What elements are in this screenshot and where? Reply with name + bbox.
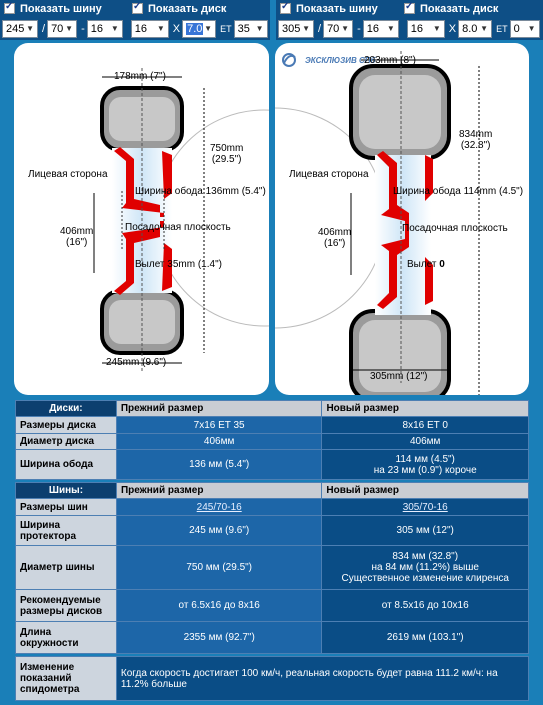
show-disc-checkbox-right[interactable] [404,3,415,14]
chevron-down-icon: ▼ [480,23,489,33]
disc-width-select-right[interactable]: 8.0 ▼ [458,20,492,38]
outer-diameter-label: 834mm (32.8") [459,129,493,151]
disc-diameter-select-left[interactable]: 16 ▼ [131,20,169,38]
table-row: Рекомендуемые размеры дисков от 6.5x16 до 8x16 от 8.5x16 до 10x16 [16,590,529,622]
mount-plane-label: Посадочная плоскость [402,223,508,234]
offset-label: Вылет 0 [407,259,445,270]
rim-diameter-label: 406mm (16") [60,226,94,248]
show-disc-checkbox-left[interactable] [132,3,143,14]
outer-diameter-label: 750mm (29.5") [210,143,244,165]
et-label-left: ET [220,23,232,34]
et-select-right[interactable]: 0 ▼ [510,20,540,38]
tire-profile-select-left[interactable]: 70 ▼ [47,20,77,38]
section-width-label: 305mm (12") [370,371,428,382]
disc-diameter-select-right[interactable]: 16 ▼ [407,20,445,38]
tire-width-select-right[interactable]: 305 ▼ [278,20,314,38]
chevron-down-icon: ▼ [65,23,74,33]
chevron-down-icon: ▼ [156,23,165,33]
disc-width-select-left[interactable]: 7.0 ▼ [182,20,216,38]
speedo-text: Когда скорость достигает 100 км/ч, реальная скорость будет равна 111.2 км/ч: на 11.2% больше [116,657,528,701]
section-width-label: 245mm (9.6") [106,357,167,368]
slash-separator: / [318,22,322,35]
speedometer-table [15,656,529,701]
show-tire-checkbox-right[interactable] [280,3,291,14]
chevron-down-icon: ▼ [432,23,441,33]
col-new-header: Новый размер [322,401,529,417]
show-tire-checkbox-left[interactable] [4,3,15,14]
show-tire-label: Показать шину [296,2,378,15]
table-row: Ширина протектора 245 мм (9.6") 305 мм (12") [16,516,529,546]
chevron-down-icon: ▼ [386,23,395,33]
show-tire-right[interactable] [276,3,400,15]
tire-cross-section-right [275,43,529,395]
show-disc-label: Показать диск [420,2,499,15]
tread-width-label: 178mm (7") [114,71,166,82]
table-row: Размеры диска 7x16 ET 35 8x16 ET 0 [16,417,529,434]
tire-diameter-select-right[interactable]: 16 ▼ [363,20,399,38]
chevron-down-icon: ▼ [341,23,350,33]
chevron-down-icon: ▼ [255,23,264,33]
table-row: Ширина обода 136 мм (5.4") 114 мм (4.5") на 23 мм (0.9") короче [16,450,529,480]
show-disc-right[interactable] [400,3,498,15]
chevron-down-icon: ▼ [204,23,213,33]
show-disc-left[interactable] [128,3,226,15]
logo-icon [283,54,295,66]
chevron-down-icon: ▼ [302,23,310,33]
offset-label: Вылет 35mm (1.4") [135,259,222,270]
discs-table [15,400,529,480]
tire-diameter-select-left[interactable]: 16 ▼ [87,20,123,38]
table-row: Размеры шин 245/70-16 305/70-16 [16,499,529,516]
show-tire-left[interactable] [0,3,128,15]
mount-plane-label: Посадочная плоскость [125,222,231,233]
col-old-header: Прежний размер [116,483,321,499]
et-label-right: ET [496,23,508,34]
col-old-header: Прежний размер [116,401,322,417]
tire-cross-section-left [14,43,269,395]
x-separator: X [448,22,457,35]
left-controls [0,0,270,40]
et-select-left[interactable]: 35 ▼ [234,20,268,38]
right-controls [276,0,543,40]
chevron-down-icon: ▼ [26,23,34,33]
speedo-label: Изменение показаний спидометра [16,657,117,701]
chevron-down-icon: ▼ [110,23,119,33]
dash-separator: - [357,22,361,35]
tire-diagram-right [275,43,529,395]
show-disc-label: Показать диск [148,2,227,15]
old-tire-size-link[interactable]: 245/70-16 [196,501,242,513]
dash-separator: - [81,22,85,35]
tire-width-select-left[interactable]: 245 ▼ [2,20,38,38]
tires-header: Шины: [16,483,117,499]
new-tire-size-link[interactable]: 305/70-16 [402,501,448,513]
table-row: Диаметр диска 406мм 406мм [16,434,529,450]
tire-diagram-left [14,43,269,395]
x-separator: X [172,22,181,35]
discs-header: Диски: [16,401,117,417]
slash-separator: / [42,22,46,35]
tire-profile-select-right[interactable]: 70 ▼ [323,20,353,38]
logo-text: ЭКСКЛЮЗИВ СПб [305,56,376,65]
rim-width-label: Ширина обода 114mm (4.5") [393,186,524,197]
show-tire-label: Показать шину [20,2,102,15]
face-side-label: Лицевая сторона [28,169,108,180]
rim-diameter-label: 406mm (16") [318,227,352,249]
rim-width-label: Ширина обода 136mm (5.4") [135,186,266,197]
tires-table [15,482,529,654]
chevron-down-icon: ▼ [527,23,536,33]
tread-width-label: 203mm (8") [364,55,416,66]
rim-area [375,155,431,315]
col-new-header: Новый размер [322,483,529,499]
face-side-label: Лицевая сторона [289,169,369,180]
table-row: Диаметр шины 750 мм (29.5") 834 мм (32.8") на 84 мм (11.2%) выше Существенное изменение клиренса [16,546,529,590]
table-row: Длина окружности 2355 мм (92.7") 2619 мм (103.1") [16,622,529,654]
